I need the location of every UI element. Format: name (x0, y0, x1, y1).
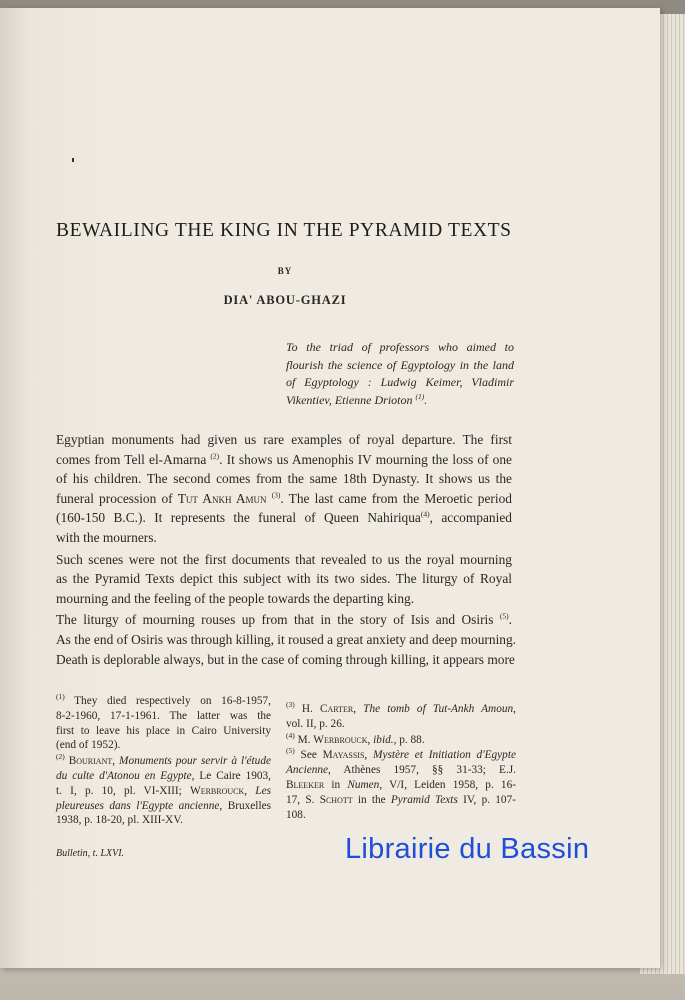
text-line (56, 650, 515, 670)
footnote-ref: (5) (499, 611, 509, 621)
paragraph (56, 430, 512, 548)
footnote-line (56, 724, 271, 739)
footnote-line (286, 702, 516, 717)
text-run: comes from Tell el-Amarna (56, 451, 211, 467)
text-run: , Athènes 1957, §§ 31-33; E.J. (328, 764, 516, 777)
footnote-line (286, 778, 516, 793)
footnote-number: (1) (56, 692, 65, 702)
footnote-line (56, 738, 271, 753)
text-run: as the Pyramid Texts depict this subject with its two sides. The liturgy of Royal (56, 571, 512, 587)
text-run: t. I, p. 10, pl. VI-XIII; (56, 784, 191, 797)
footnote-line (286, 748, 516, 763)
footnote-line (286, 763, 516, 778)
author-smallcaps: Werbrouck (190, 784, 245, 797)
text-line (56, 508, 512, 528)
footnote (286, 730, 516, 748)
footnote-line (286, 808, 516, 823)
footnote-number: (5) (286, 746, 295, 756)
text-run: As the end of Osiris was through killing, it roused a great anxiety and deep mourning. (56, 631, 517, 647)
text-run: , Le Caire 1903, (191, 769, 272, 782)
text-run: IV, p. 107- (457, 793, 516, 806)
paragraph (56, 550, 512, 609)
text-run: first to leave his place in Cairo University (56, 724, 271, 737)
text-line (56, 430, 512, 450)
paragraph (56, 610, 517, 669)
footnote (56, 754, 271, 828)
body-text (56, 430, 517, 671)
author-name: DIA' ABOU-GHAZI (223, 293, 347, 307)
text-line (56, 528, 512, 548)
text-line (56, 589, 512, 609)
article-title: BEWAILING THE KING IN THE PYRAMID TEXTS (56, 220, 512, 241)
footnote-line (286, 717, 516, 732)
footnote (286, 702, 516, 732)
text-run: 17, S. (286, 793, 320, 806)
text-run: , (367, 733, 374, 746)
text-run: 1938, p. 18-20, pl. XIII-XV. (56, 814, 183, 827)
footnote (56, 694, 271, 753)
author-smallcaps: Bleeker (286, 778, 325, 791)
text-run: , (353, 703, 364, 715)
author-smallcaps: Werbrouck (313, 733, 368, 746)
dedication-line: Vikentiev, Etienne Drioton $^{(1)}$. (286, 391, 428, 407)
running-footer: Bulletin, t. LXVI. (56, 848, 125, 859)
footnote-line (286, 730, 516, 748)
text-line (56, 550, 512, 570)
text-run: funeral procession of (56, 490, 178, 506)
footnote-line (56, 784, 271, 799)
footnote-number: (4) (286, 730, 295, 740)
footnote-line (56, 709, 271, 724)
footnote-ref: (2) (210, 451, 220, 461)
text-line (56, 630, 517, 650)
author-smallcaps: Carter (319, 703, 354, 715)
text-run: , (244, 784, 256, 797)
text-run: , (112, 755, 120, 768)
italic-title: Numen (347, 778, 380, 791)
italic-title: Monuments pour servir à l'étude (119, 755, 271, 768)
footnotes-left (56, 694, 271, 829)
footnote-line (56, 769, 271, 784)
footnote-number: (3) (286, 700, 295, 710)
text-run: Death is deplorable always, but in the case of coming through killing, it appears more (56, 651, 515, 667)
author-smallcaps: Mayassis (322, 749, 365, 762)
italic-title: Ancienne (286, 764, 329, 777)
text-run: , (513, 703, 516, 715)
text-run: . It shows us Amenophis IV mourning the loss of one (219, 451, 512, 467)
italic-title: ibid. (373, 733, 394, 746)
dedication-line: To the triad of professors who aimed to (286, 340, 514, 354)
text-run: in the (352, 793, 391, 806)
footnote-line (286, 793, 516, 808)
text-run: Such scenes were not the first documents that revealed to us the royal mourning (56, 551, 512, 567)
text-run: Egyptian monuments had given us rare examples of royal departure. The first (56, 432, 512, 447)
footnote-number: (2) (56, 752, 65, 762)
italic-title: Pyramid Texts (390, 793, 458, 806)
footnote-ref: (4) (420, 509, 430, 519)
text-run: . (508, 612, 512, 628)
footnote-line (56, 813, 271, 828)
byline-label: BY (277, 266, 293, 276)
text-run: , Bruxelles (219, 799, 271, 812)
author-smallcaps: Schott (319, 793, 353, 806)
footnote-line (56, 754, 271, 769)
footnotes-right (286, 702, 516, 823)
text-run: They died respectively on 16-8-1957, (64, 695, 271, 707)
book-page (0, 8, 660, 968)
text-run: vol. II, p. 26. (286, 717, 345, 730)
footnote-ref: (1) (415, 391, 425, 401)
text-run: in (324, 778, 348, 791)
text-run: with the mourners. (56, 529, 157, 545)
text-line (56, 489, 512, 509)
italic-title: Mystère et Initiation d'Egypte (373, 749, 516, 762)
text-line (56, 469, 512, 489)
italic-title: pleureuses dans l'Egypte ancienne (56, 799, 220, 812)
footnote-ref: (3) (271, 490, 281, 500)
text-run: of his children. The second comes from the same 18th Dynasty. It shows us the (56, 471, 512, 487)
ink-mark (72, 158, 74, 162)
text-run: (end of 1952). (56, 739, 121, 752)
text-run: , V/I, Leiden 1958, p. 16- (379, 778, 516, 791)
dedication-line: flourish the science of Egyptology in the land (286, 357, 514, 372)
text-run: H. (294, 703, 320, 715)
italic-title: The tomb of Tut-Ankh Amoun (363, 703, 514, 715)
text-run: See (294, 749, 323, 762)
text-run: 108. (286, 808, 306, 821)
text-line (56, 569, 512, 589)
watermark-text: Librairie du Bassin (345, 833, 590, 865)
dedication (286, 339, 514, 409)
author-smallcaps: Bouriant (68, 755, 113, 768)
text-run: 8-2-1960, 17-1-1961. The latter was the (56, 709, 271, 722)
footnote-line (56, 694, 271, 709)
text-run: , p. 88. (393, 733, 425, 746)
italic-title: Les (255, 784, 271, 797)
text-run: M. (294, 733, 314, 746)
text-line (56, 450, 512, 470)
text-run: , accompanied (429, 510, 512, 526)
text-run: The liturgy of mourning rouses up from that in the story of Isis and Osiris (56, 612, 500, 628)
italic-title: du culte d'Atonou en Egypte (56, 769, 192, 782)
footnote (286, 748, 516, 822)
dedication-line: of Egyptology : Ludwig Keimer, Vladimir (286, 375, 514, 389)
text-line (56, 610, 512, 630)
text-run: , (364, 749, 374, 762)
text-run: mourning and the feeling of the people towards the departing king. (56, 590, 415, 606)
footnote-line (56, 799, 271, 814)
text-run: . The last came from the Meroetic period (280, 490, 513, 506)
name-smallcaps: Tut Ankh Amun (177, 490, 267, 506)
text-run: (160-150 B.C.). It represents the funeral of Queen Nahiriqua (56, 510, 421, 526)
